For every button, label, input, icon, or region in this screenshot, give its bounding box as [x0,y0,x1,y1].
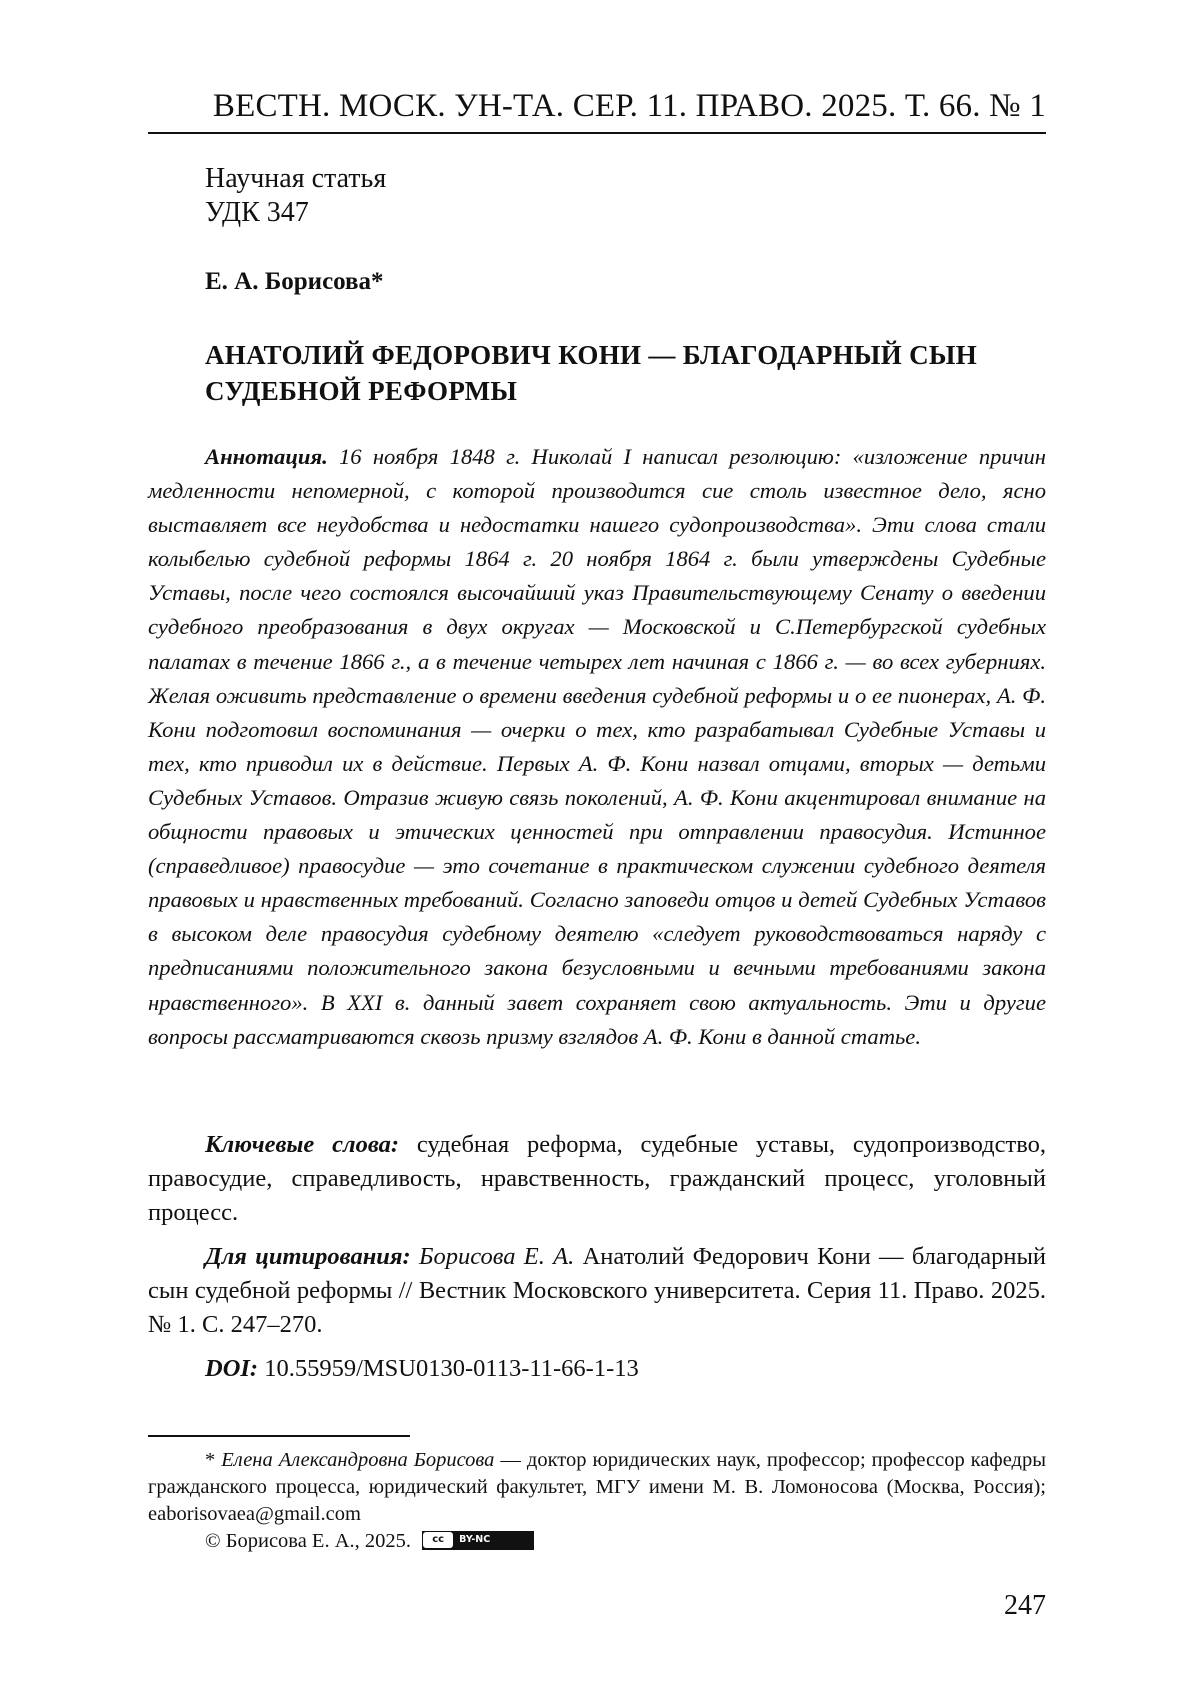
copyright-text: © Борисова Е. А., 2025. [205,1530,412,1552]
running-head: ВЕСТН. МОСК. УН-ТА. СЕР. 11. ПРАВО. 2025. Т. 66. № 1 [212,88,1046,124]
author-footnote [148,1447,1046,1528]
cc-license-badge[interactable] [422,1531,534,1550]
abstract-label: Аннотация. [205,444,328,469]
footnote-marker: * [205,1449,222,1471]
citation-author: Борисова Е. А. [419,1243,575,1270]
footnote-rule [148,1435,410,1437]
footnote-text: — доктор юридических наук, профессор; профессор кафедры гражданского процесса, юридический факультет, МГУ имени М. В. Ломоносова (Москва, Россия); eaborisovaea@gmail.com [148,1449,1046,1525]
citation-text: Анатолий Федорович Кони — благодарный сын судебной реформы // Вестник Московского университета. Серия 11. Право. 2025. № 1. С. 247–270. [148,1243,1047,1338]
abstract [148,440,1046,1054]
copyright-line [205,1528,534,1555]
udk-code: УДК 347 [205,197,309,228]
article-type: Научная статья [205,163,387,194]
header-rule [148,132,1046,134]
doi-label: DOI: [205,1355,259,1382]
page-number: 247 [1004,1590,1046,1621]
citation [148,1240,1046,1342]
doi [205,1352,639,1386]
keywords-text: судебная реформа, судебные уставы, судопроизводство, правосудие, справедливость, нравственность, гражданский процесс, уголовный процесс. [148,1131,1047,1226]
author-name: Е. А. Борисова* [205,268,384,295]
keywords-label: Ключевые слова: [205,1131,400,1158]
citation-label: Для цитирования: [205,1243,411,1270]
footnote-author-name: Елена Александровна Борисова [221,1449,495,1471]
keywords [148,1128,1046,1230]
article-page [148,0,1046,1703]
cc-icon: cc [423,1532,453,1548]
doi-value[interactable]: 10.55959/MSU0130-0113-11-66-1-13 [264,1355,639,1382]
license-label: BY-NC [459,1534,491,1546]
article-title: АНАТОЛИЙ ФЕДОРОВИЧ КОНИ — БЛАГОДАРНЫЙ СЫН СУДЕБНОЙ РЕФОРМЫ [205,340,978,406]
abstract-text: 16 ноября 1848 г. Николай I написал резолюцию: «изложение причин медленности непомерной, с которой производится сие столь известное дело, ясно выставляет все неудобства и недостатки нашего судопроизводства». Эти слова стали колыбелью судебной реформы 1864 г. 20 ноября 1864 г. были утверждены Судебные Уставы, после чего состоялся высочайший указ Правительствующему Сенату о введении судебного преобразования в двух округах — Московской и С.Петербургской судебных палатах в течение 1866 г., а в течение четырех лет начиная с 1866 г. — во всех губерниях. Желая оживить представление о времени введения судебной реформы и о ее пионерах, А. Ф. Кони подготовил воспоминания — очерки о тех, кто разрабатывал Судебные Уставы и тех, кто приводил их в действие. Первых А. Ф. Кони назвал отцами, вторых — детьми Судебных Уставов. Отразив живую связь поколений, А. Ф. Кони акцентировал внимание на общности правовых и этических ценностей при отправлении правосудия. Истинное (справедливое) правосудие — это сочетание в практическом служении судебного деятеля правовых и нравственных требований. Согласно заповеди отцов и детей Судебных Уставов в высоком деле правосудия судебному деятелю «следует руководствоваться наряду с предписаниями положительного закона безусловными и вечными требованиями закона нравственного». В XXI в. данный завет сохраняет свою актуальность. Эти и другие вопросы рассматриваются сквозь призму взглядов А. Ф. Кони в данной статье. [148,444,1046,1049]
